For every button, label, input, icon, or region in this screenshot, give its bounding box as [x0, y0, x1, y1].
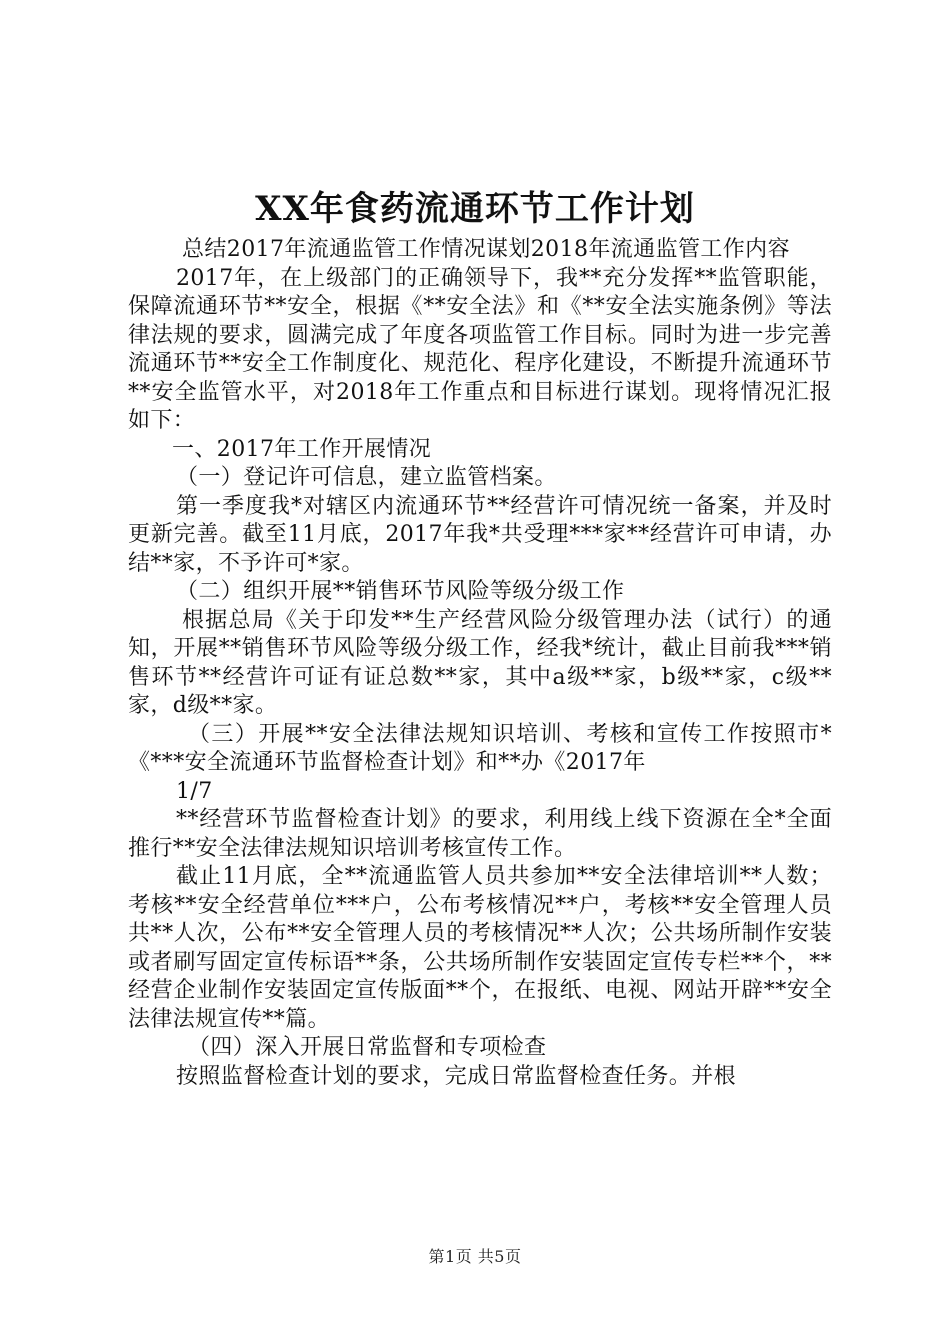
document-body [128, 236, 832, 1091]
subsection-heading-1: （一）登记许可信息，建立监管档案。 [176, 465, 557, 490]
page-footer: 第1页 共5页 [428, 1247, 522, 1266]
section-heading-1: 一、2017年工作开展情况 [172, 436, 432, 462]
paragraph-intro: 2017年，在上级部门的正确领导下，我**充分发挥**监管职能，保障流通环节**安全，根据《**安全法》和《**安全法实施条例》等法律法规的要求，圆满完成了年度各项监管工作目标。同时为进一步完善流通环节**安全工作制度化、规范化、程序化建设，不断提升流通环节**安全监管水平，对2018年工作重点和目标进行谋划。现将情况汇报如下： [128, 265, 832, 433]
paragraph-summary-heading: 总结2017年流通监管工作情况谋划2018年流通监管工作内容 [182, 237, 790, 262]
document-title: XX年食药流通环节工作计划 [255, 189, 695, 229]
subsection-heading-4: （四）深入开展日常监督和专项检查 [188, 1035, 547, 1060]
page-marker: 1/7 [176, 778, 213, 804]
paragraph-inspection: 按照监督检查计划的要求，完成日常监督检查任务。并根 [176, 1063, 737, 1089]
paragraph-risk-grading: 根据总局《关于印发**生产经营风险分级管理办法（试行）的通知，开展**销售环节风险等级分级工作，经我*统计，截止目前我***销售环节**经营许可证有证总数**家，其中a级**家，b级**家，c级**家，d级**家。 [128, 607, 832, 718]
subsection-heading-3: （三）开展**安全法律法规知识培训、考核和宣传工作按照市*《***安全流通环节监督检查计划》和**办《2017年 [128, 721, 832, 775]
subsection-heading-2: （二）组织开展**销售环节风险等级分级工作 [176, 579, 625, 604]
paragraph-training: **经营环节监督检查计划》的要求，利用线上线下资源在全*全面推行**安全法律法规知识培训考核宣传工作。 [128, 807, 832, 861]
paragraph-statistics: 截止11月底，全**流通监管人员共参加**安全法律培训**人数；考核**安全经营单位***户，公布考核情况**户，考核**安全管理人员共**人次，公布**安全管理人员的考核情况**人次；公共场所制作安装或者刷写固定宣传标语**条，公共场所制作安装固定宣传专栏**个，**经营企业制作安装固定宣传版面**个，在报纸、电视、网站开辟**安全法律法规宣传**篇。 [128, 864, 832, 1032]
paragraph-licensing: 第一季度我*对辖区内流通环节**经营许可情况统一备案，并及时更新完善。截至11月底，2017年我*共受理***家**经营许可申请，办结**家，不予许可*家。 [128, 493, 832, 576]
